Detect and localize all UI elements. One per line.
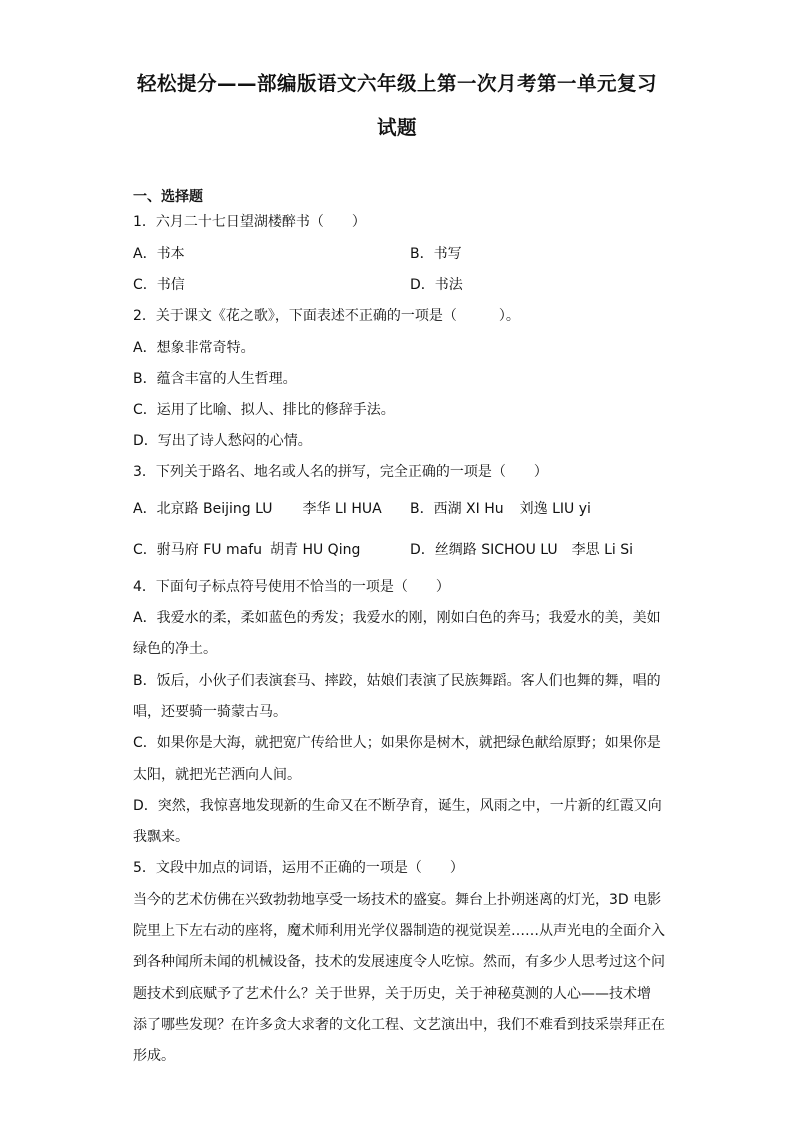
q4-option-b-line2: 唱，还要骑一骑蒙古马。 bbox=[133, 704, 287, 720]
doc-title-line1: 轻松提分——部编版语文六年级上第一次月考第一单元复习 bbox=[136, 72, 657, 95]
q5-passage-line4: 题技术到底赋予了艺术什么？关于世界，关于历史，关于神秘莫测的人心——技术增 bbox=[133, 986, 651, 1002]
q4-option-a-line2: 绿色的净土。 bbox=[133, 641, 217, 657]
q5-stem: 5．文段中加点的词语，运用不正确的一项是（ ） bbox=[133, 860, 464, 876]
q3-option-a-part1: A．北京路 Beijing LU bbox=[133, 501, 273, 517]
q3-option-c-part1: C．驸马府 FU mafu bbox=[133, 542, 262, 558]
q2-option-a: A．想象非常奇特。 bbox=[133, 340, 255, 356]
q4-option-c-line2: 太阳，就把光芒洒向人间。 bbox=[133, 767, 301, 783]
q5-passage-line2: 院里上下左右动的座将，魔术师利用光学仪器制造的视觉误差……从声光电的全面介入 bbox=[133, 923, 665, 939]
q2-option-c: C．运用了比喻、拟人、排比的修辞手法。 bbox=[133, 402, 395, 418]
q3-option-c bbox=[133, 541, 360, 559]
q3-option-d-part1: D．丝绸路 SICHOU LU bbox=[410, 542, 558, 558]
q3-option-c-part2: 胡青 HU Qing bbox=[270, 542, 361, 558]
q5-passage-line3: 到各种闻所未闻的机械设备，技术的发展速度令人吃惊。然而，有多少人思考过这个问 bbox=[133, 954, 665, 970]
q2-stem: 2．关于课文《花之歌》，下面表述不正确的一项是（ ）。 bbox=[133, 308, 520, 324]
q2-option-b: B．蕴含丰富的人生哲理。 bbox=[133, 371, 297, 387]
q3-option-d-part2: 李思 Li Si bbox=[571, 542, 633, 558]
q1-option-a: A．书本 bbox=[133, 246, 185, 262]
q3-option-b bbox=[410, 500, 591, 518]
q2-option-d: D．写出了诗人愁闷的心情。 bbox=[133, 433, 312, 449]
q3-option-a bbox=[133, 500, 382, 518]
q1-stem: 1．六月二十七日望湖楼醉书（ ） bbox=[133, 214, 366, 230]
q4-option-b-line1: B．饭后，小伙子们表演套马、摔跤，姑娘们表演了民族舞蹈。客人们也舞的舞，唱的 bbox=[133, 673, 661, 689]
q1-option-d: D．书法 bbox=[410, 277, 463, 293]
section-heading: 一、选择题 bbox=[133, 189, 203, 205]
q1-option-c: C．书信 bbox=[133, 277, 185, 293]
q5-passage-line6: 形成。 bbox=[133, 1048, 175, 1064]
q3-option-b-part1: B．西湖 XI Hu bbox=[410, 501, 504, 517]
q4-stem: 4．下面句子标点符号使用不恰当的一项是（ ） bbox=[133, 579, 450, 595]
q4-option-c-line1: C．如果你是大海，就把宽广传给世人；如果你是树木，就把绿色献给原野；如果你是 bbox=[133, 735, 661, 751]
q1-option-b: B．书写 bbox=[410, 246, 462, 262]
doc-title-line2: 试题 bbox=[376, 116, 417, 139]
q5-passage-line1: 当今的艺术仿佛在兴致勃勃地享受一场技术的盛宴。舞台上扑朔迷离的灯光，3D 电影 bbox=[133, 892, 662, 908]
q3-option-d bbox=[410, 541, 633, 559]
q4-option-d-line2: 我飘来。 bbox=[133, 829, 189, 845]
q3-stem: 3．下列关于路名、地名或人名的拼写，完全正确的一项是（ ） bbox=[133, 464, 548, 480]
q3-option-a-part2: 李华 LI HUA bbox=[302, 501, 382, 517]
q4-option-a-line1: A．我爱水的柔，柔如蓝色的秀发；我爱水的刚，刚如白色的奔马；我爱水的美，美如 bbox=[133, 610, 661, 626]
q3-option-b-part2: 刘逸 LIU yi bbox=[519, 501, 591, 517]
q4-option-d-line1: D．突然，我惊喜地发现新的生命又在不断孕育，诞生，风雨之中，一片新的红霞又向 bbox=[133, 798, 662, 814]
q5-passage-line5: 添了哪些发现？在许多贪大求奢的文化工程、文艺演出中，我们不难看到技采崇拜正在 bbox=[133, 1017, 665, 1033]
